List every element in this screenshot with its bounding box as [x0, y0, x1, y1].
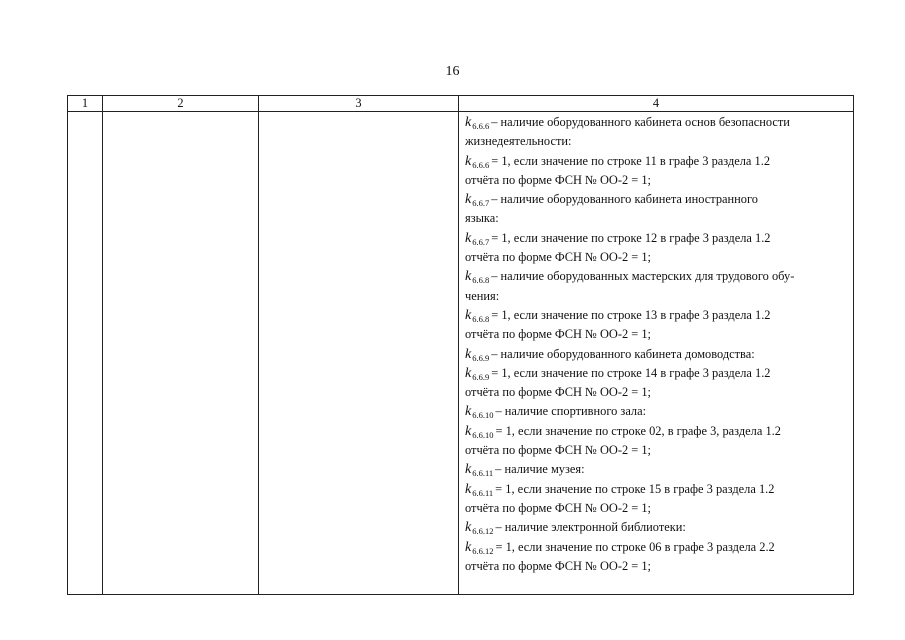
definition-line-2: отчёта по форме ФСН № ОО-2 = 1; [465, 172, 651, 187]
definition-line-1 [465, 152, 849, 171]
page-number: 16 [445, 64, 460, 79]
variable-symbol: k [465, 307, 472, 323]
definition-line-2: отчёта по форме ФСН № ОО-2 = 1; [465, 443, 651, 458]
variable-subscript: 6.6.10 [472, 429, 494, 440]
definition-line-1 [465, 229, 849, 248]
cell-col3 [259, 112, 459, 595]
definition-entry [465, 364, 849, 403]
definition-entry [465, 422, 849, 461]
definition-line-1 [465, 364, 849, 383]
definition-line-1 [465, 345, 849, 364]
variable-subscript: 6.6.11 [472, 468, 494, 479]
definition-text: = 1, если значение по строке 15 в графе 3 раздела 1.2 [495, 481, 775, 496]
cell-col4-definitions [459, 112, 854, 595]
definition-line-1 [465, 113, 849, 132]
definition-text: = 1, если значение по строке 13 в графе 3 раздела 1.2 [491, 307, 771, 322]
cell-col2 [103, 112, 259, 595]
definition-entry [465, 480, 849, 519]
table-row [68, 112, 854, 595]
definition-line-2: отчёта по форме ФСН № ОО-2 = 1; [465, 250, 651, 265]
variable-subscript: 6.6.11 [472, 487, 494, 498]
definition-entry [465, 538, 849, 577]
variable-subscript: 6.6.6 [472, 159, 490, 170]
definition-line-1 [465, 267, 849, 286]
variable-subscript: 6.6.8 [472, 313, 490, 324]
definition-list [465, 113, 849, 576]
definition-text: = 1, если значение по строке 12 в графе 3 раздела 1.2 [491, 230, 771, 245]
definition-text: – наличие оборудованного кабинета иностранного [491, 192, 758, 207]
definition-entry [465, 402, 849, 421]
definition-line-2: жизнедеятельности: [465, 134, 572, 149]
definition-text: = 1, если значение по строке 06 в графе 3 раздела 2.2 [495, 539, 775, 554]
definition-entry [465, 152, 849, 191]
definition-entry [465, 345, 849, 364]
variable-symbol: k [465, 230, 472, 246]
definition-text: – наличие спортивного зала: [495, 404, 647, 419]
variable-subscript: 6.6.10 [472, 410, 494, 421]
definition-line-1 [465, 190, 849, 209]
variable-symbol: k [465, 539, 472, 555]
variable-symbol: k [465, 423, 472, 439]
variable-subscript: 6.6.9 [472, 352, 490, 363]
definition-text: – наличие оборудованного кабинета домоводства: [491, 346, 755, 361]
variable-symbol: k [465, 481, 472, 497]
variable-symbol: k [465, 365, 472, 381]
document-table [67, 95, 854, 595]
column-header-3: 3 [259, 96, 459, 112]
column-header-2: 2 [103, 96, 259, 112]
definition-line-2: языка: [465, 211, 499, 226]
column-header-1: 1 [68, 96, 103, 112]
definition-line-2: отчёта по форме ФСН № ОО-2 = 1; [465, 500, 651, 515]
definition-entry [465, 306, 849, 345]
variable-symbol: k [465, 192, 472, 208]
definition-line-1 [465, 460, 849, 479]
definition-line-1 [465, 422, 849, 441]
definition-line-1 [465, 538, 849, 557]
variable-symbol: k [465, 153, 472, 169]
variable-subscript: 6.6.12 [472, 526, 494, 537]
definition-text: = 1, если значение по строке 14 в графе 3 раздела 1.2 [491, 365, 771, 380]
definition-line-1 [465, 480, 849, 499]
definition-entry [465, 113, 849, 152]
definition-line-2: отчёта по форме ФСН № ОО-2 = 1; [465, 385, 651, 400]
variable-symbol: k [465, 115, 472, 130]
definition-text: – наличие музея: [495, 462, 585, 477]
cell-col1 [68, 112, 103, 595]
variable-symbol: k [465, 269, 472, 285]
definition-line-1 [465, 518, 849, 537]
variable-subscript: 6.6.12 [472, 545, 494, 556]
definition-line-2: отчёта по форме ФСН № ОО-2 = 1; [465, 558, 651, 573]
definition-text: – наличие оборудованного кабинета основ безопасности [491, 115, 790, 129]
variable-subscript: 6.6.9 [472, 371, 490, 382]
variable-symbol: k [465, 520, 472, 536]
definition-text: = 1, если значение по строке 11 в графе 3 раздела 1.2 [491, 153, 771, 168]
definition-text: – наличие электронной библиотеки: [495, 520, 686, 535]
variable-subscript: 6.6.6 [472, 121, 490, 131]
definition-entry [465, 229, 849, 268]
variable-symbol: k [465, 404, 472, 420]
table-header-row [68, 96, 854, 112]
definition-entry [465, 518, 849, 537]
definition-entry [465, 460, 849, 479]
variable-subscript: 6.6.7 [472, 198, 490, 209]
definition-line-2: отчёта по форме ФСН № ОО-2 = 1; [465, 327, 651, 342]
definition-text: – наличие оборудованных мастерских для трудового обу- [491, 269, 795, 284]
definition-line-2: чения: [465, 288, 500, 303]
definition-line-1 [465, 402, 849, 421]
definition-entry [465, 190, 849, 229]
variable-subscript: 6.6.8 [472, 275, 490, 286]
definition-text: = 1, если значение по строке 02, в графе 3, раздела 1.2 [495, 423, 781, 438]
definition-entry [465, 267, 849, 306]
variable-symbol: k [465, 462, 472, 478]
variable-symbol: k [465, 346, 472, 362]
column-header-4: 4 [459, 96, 854, 112]
variable-subscript: 6.6.7 [472, 236, 490, 247]
definition-line-1 [465, 306, 849, 325]
